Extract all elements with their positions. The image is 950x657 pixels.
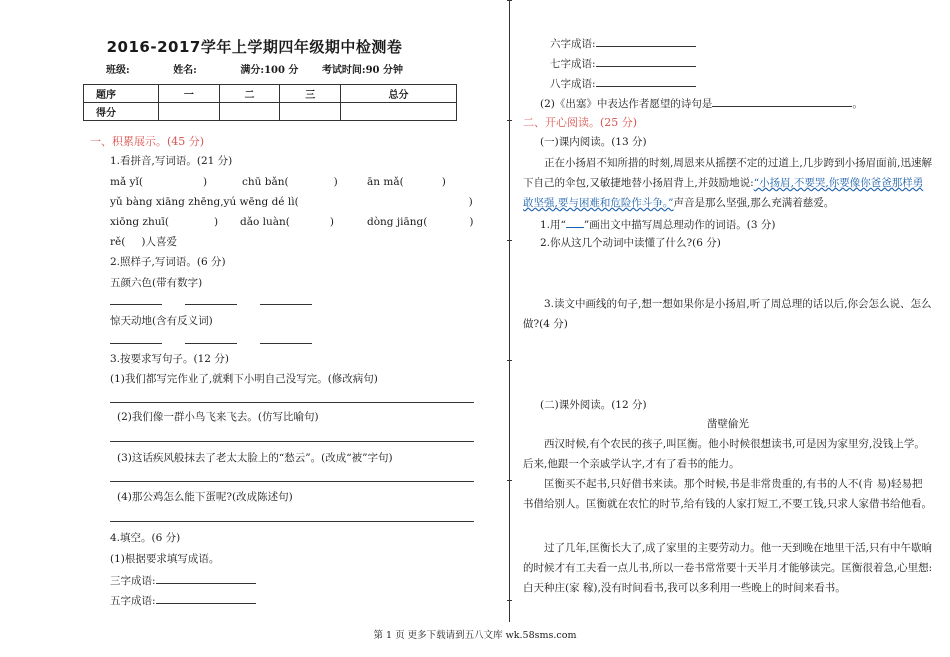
score-input-cell[interactable] xyxy=(219,103,280,121)
reading-1-heading: (一)课内阅读。(13 分) xyxy=(540,136,647,148)
pinyin-item: chū bǎn( ) xyxy=(242,176,338,188)
reading-2-paragraph-2: 匡衡买不起书,只好借书来读。那个时候,书是非常贵重的,有书的人不(肯 易)轻易把书借给别人。匡衡就在农忙的时节,给有钱的人家打短工,不要工钱,只求人家借书给他看。 xyxy=(523,478,933,510)
section-heading-2: 二、开心阅读。(25 分) xyxy=(523,116,638,129)
reading-2-paragraph-3: 过了几年,匡衡长大了,成了家里的主要劳动力。他一天到晚在地里干活,只有中午歇晌的时候才有工夫看一点儿书,所以一卷书常常要十天半月才能够读完。匡衡很着急,心里想:白天种庄(家 稼),没有时间看书,我可以多利用一些晚上的时间来看书。 xyxy=(523,542,933,594)
question-3-4: (4)那公鸡怎么能下蛋呢?(改成陈述句) xyxy=(117,491,293,503)
question-4-2: (2)《出塞》中表达作者愿望的诗句是 。 xyxy=(540,98,863,110)
score-table-cell: 总分 xyxy=(341,85,457,103)
answer-line[interactable] xyxy=(110,343,162,344)
reading-1-q3: 3.读文中画线的句子,想一想如果你是小扬眉,听了周总理的话以后,你会怎么说、怎么做?(4 分) xyxy=(523,298,932,330)
idiom-7-label: 七字成语: xyxy=(550,56,696,71)
score-input-cell[interactable] xyxy=(341,103,457,121)
idiom-6-label: 六字成语: xyxy=(550,36,696,51)
answer-line[interactable] xyxy=(185,343,237,344)
question-1: 1.看拼音,写词语。(21 分) xyxy=(110,155,233,167)
question-3-3: (3)这话疾风般抹去了老太太脸上的“愁云”。(改成“被”字句) xyxy=(117,452,393,464)
score-table-cell: 题序 xyxy=(84,85,159,103)
answer-line[interactable] xyxy=(110,304,162,305)
score-input-cell[interactable] xyxy=(280,103,341,121)
reading-2-paragraph-1: 西汉时候,有个农民的孩子,叫匡衡。他小时候很想读书,可是因为家里穷,没钱上学。后来,他跟一个亲戚学认字,才有了看书的能力。 xyxy=(523,438,925,470)
answer-line[interactable] xyxy=(110,441,474,442)
full-score-label: 满分:100 分 xyxy=(240,65,299,76)
score-table-score-row xyxy=(84,103,457,121)
blue-underline-sample xyxy=(566,217,584,228)
question-3: 3.按要求写句子。(12 分) xyxy=(110,353,229,365)
wavy-underlined-quote: “小扬眉,不要哭,你要像你爸爸那样勇敢坚强,要与困难和危险作斗争。” xyxy=(523,177,924,209)
name-label: 姓名: xyxy=(173,65,197,76)
idiom-5-label: 五字成语: xyxy=(110,593,256,608)
question-4: 4.填空。(6 分) xyxy=(110,532,181,544)
student-info xyxy=(0,65,509,77)
section-heading-1: 一、积累展示。(45 分) xyxy=(90,135,205,148)
pinyin-item: mǎ yǐ( ) xyxy=(110,176,208,188)
score-table xyxy=(83,84,457,121)
question-2-example-2: 惊天动地(含有反义词) xyxy=(110,315,213,327)
question-2-example-1: 五颜六色(带有数字) xyxy=(110,277,203,289)
score-table-cell: 三 xyxy=(280,85,341,103)
pinyin-item: yǔ bàng xiāng zhēng,yú wēng dé lì( ) xyxy=(110,196,473,208)
pinyin-item: rě( )人喜爱 xyxy=(110,236,177,248)
answer-line[interactable] xyxy=(260,343,312,344)
score-table-cell: 得分 xyxy=(84,103,159,121)
reading-1-passage: 正在小扬眉不知所措的时刻,周恩来从摇摆不定的过道上,几步跨到小扬眉面前,迅速解下自己的伞包,又敏捷地替小扬眉背上,并鼓励地说:“小扬眉,不要哭,你要像你爸爸那样勇敢坚强,要与困难和危险作斗争。”声音是那么坚强,那么充满着慈爱。 xyxy=(523,157,933,209)
pinyin-item: dǎo luàn( ) xyxy=(240,216,334,228)
reading-1-q1: 1.用“ ”画出文中描写周总理动作的词语。(3 分) xyxy=(540,219,776,231)
answer-line[interactable] xyxy=(110,481,474,482)
exam-title: 2016-2017学年上学期四年级期中检测卷 xyxy=(106,38,403,56)
answer-line[interactable] xyxy=(185,304,237,305)
answer-line[interactable] xyxy=(110,402,474,403)
question-4-1: (1)根据要求填写成语。 xyxy=(110,553,220,565)
column-divider xyxy=(509,0,510,622)
score-table-header-row xyxy=(84,85,457,103)
answer-line[interactable] xyxy=(260,304,312,305)
reading-1-q2: 2.你从这几个动词中读懂了什么?(6 分) xyxy=(540,237,721,249)
answer-line[interactable] xyxy=(110,521,474,522)
pinyin-item: xiōng zhuī( ) xyxy=(110,216,219,228)
score-table-cell: 二 xyxy=(219,85,280,103)
idiom-8-label: 八字成语: xyxy=(550,76,696,91)
score-input-cell[interactable] xyxy=(159,103,220,121)
pinyin-item: ān mǎ( ) xyxy=(367,176,446,188)
score-table-cell: 一 xyxy=(159,85,220,103)
question-2: 2.照样子,写词语。(6 分) xyxy=(110,256,226,268)
pinyin-item: dòng jiāng( ) xyxy=(367,216,474,228)
exam-time-label: 考试时间:90 分钟 xyxy=(321,65,403,76)
class-label: 班级: xyxy=(106,65,130,76)
question-3-2: (2)我们像一群小鸟飞来飞去。(仿写比喻句) xyxy=(117,411,319,423)
question-3-1: (1)我们都写完作业了,就剩下小明自己没写完。(修改病句) xyxy=(110,373,378,385)
idiom-3-label: 三字成语: xyxy=(110,573,256,588)
page-footer: 第 1 页 更多下载请到五八文库 wk.58sms.com xyxy=(373,630,577,641)
reading-2-title: 凿壁偷光 xyxy=(707,418,749,430)
reading-2-heading: (二)课外阅读。(12 分) xyxy=(540,399,647,411)
